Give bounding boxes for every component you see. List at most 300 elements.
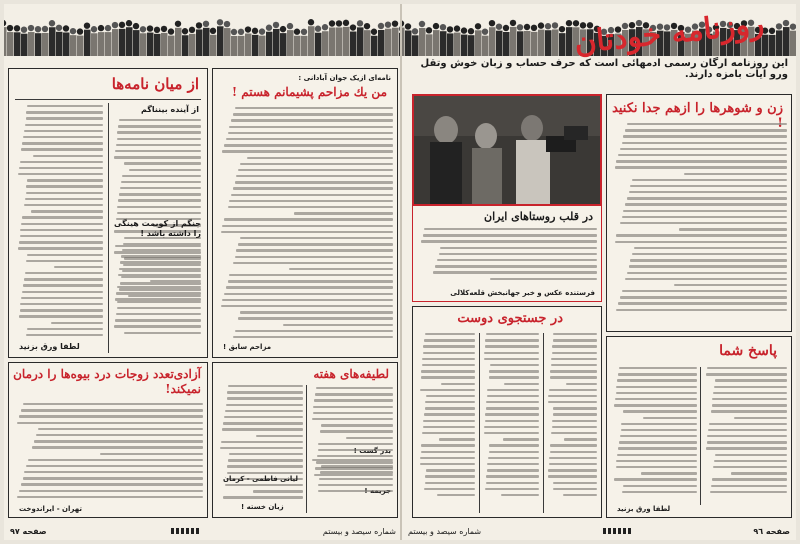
crowd-figure-head bbox=[461, 27, 467, 33]
text-line bbox=[711, 410, 787, 412]
column-rule bbox=[543, 333, 544, 513]
crowd-figure-head bbox=[783, 20, 789, 26]
text-line bbox=[622, 491, 697, 493]
text-line bbox=[24, 204, 103, 206]
crowd-figure-head bbox=[21, 26, 27, 32]
text-line bbox=[24, 471, 203, 473]
text-line bbox=[421, 240, 597, 242]
text-line bbox=[38, 428, 203, 430]
text-line bbox=[233, 187, 393, 189]
text-line bbox=[484, 432, 539, 434]
text-line bbox=[294, 212, 393, 214]
text-line bbox=[549, 457, 597, 459]
text-line bbox=[19, 241, 103, 243]
crowd-figure-head bbox=[119, 22, 125, 28]
text-line bbox=[229, 200, 393, 202]
text-line bbox=[614, 478, 697, 480]
text-line bbox=[118, 125, 201, 127]
text-line bbox=[420, 463, 475, 465]
text-line bbox=[553, 413, 598, 415]
text-line bbox=[550, 370, 597, 372]
crowd-figure-head bbox=[350, 24, 356, 30]
crowd-figure-body bbox=[301, 36, 308, 56]
crowd-figure-body bbox=[14, 32, 21, 56]
text-line bbox=[566, 383, 598, 385]
crowd-figure-head bbox=[405, 23, 411, 29]
crowd-figure-head bbox=[343, 20, 349, 26]
text-line bbox=[617, 454, 697, 456]
crowd-figure-head bbox=[224, 21, 230, 27]
crowd-figure-body bbox=[315, 33, 322, 56]
left-page-footer bbox=[10, 522, 396, 540]
text-line bbox=[18, 173, 103, 175]
crowd-figure-body bbox=[112, 29, 119, 56]
text-line bbox=[615, 398, 697, 400]
text-line bbox=[229, 126, 393, 128]
text-line bbox=[620, 296, 787, 298]
letters-box bbox=[8, 68, 208, 358]
text-line bbox=[20, 303, 103, 305]
crowd-figure-head bbox=[287, 23, 293, 29]
crowd-figure-body bbox=[77, 36, 84, 56]
crowd-figure-head bbox=[35, 26, 41, 32]
text-line bbox=[551, 432, 597, 434]
text-line bbox=[425, 407, 475, 409]
text-line bbox=[553, 333, 597, 335]
text-line bbox=[221, 441, 303, 443]
text-line bbox=[487, 395, 539, 397]
text-line bbox=[224, 293, 393, 295]
text-line bbox=[240, 237, 393, 239]
text-line bbox=[128, 295, 201, 297]
text-line bbox=[618, 154, 787, 156]
crowd-figure-head bbox=[7, 25, 13, 31]
text-line bbox=[314, 399, 393, 401]
crowd-figure-body bbox=[454, 33, 461, 56]
crowd-figure-body bbox=[21, 34, 28, 56]
answer-col-b bbox=[705, 367, 787, 493]
crowd-figure-body bbox=[4, 27, 7, 56]
text-line bbox=[120, 282, 201, 284]
crowd-figure-body bbox=[405, 30, 412, 56]
text-line bbox=[622, 290, 787, 292]
text-line bbox=[714, 460, 787, 462]
text-line bbox=[238, 169, 393, 171]
text-line bbox=[548, 469, 597, 471]
text-line bbox=[709, 423, 787, 425]
text-line bbox=[423, 420, 475, 422]
crowd-figure-head bbox=[294, 29, 300, 35]
text-line bbox=[223, 496, 303, 498]
text-line bbox=[426, 469, 475, 471]
letters-col-c bbox=[113, 245, 201, 334]
text-line bbox=[226, 286, 393, 288]
text-line bbox=[227, 472, 303, 474]
text-line bbox=[221, 305, 393, 307]
crowd-figure-body bbox=[559, 33, 566, 56]
text-line bbox=[490, 364, 539, 366]
text-line bbox=[549, 389, 598, 391]
crowd-figure-head bbox=[545, 23, 551, 29]
text-line bbox=[235, 256, 393, 258]
letters-sub-1: از آینده بینناگم bbox=[140, 105, 199, 114]
text-line bbox=[641, 472, 697, 474]
left-page bbox=[4, 4, 400, 540]
crowd-figure-head bbox=[105, 25, 111, 31]
right-page bbox=[402, 4, 796, 540]
crowd-figure-head bbox=[4, 20, 6, 26]
text-line bbox=[549, 463, 598, 465]
crowd-figure-body bbox=[266, 32, 273, 56]
text-line bbox=[433, 271, 597, 273]
crowd-figure-head bbox=[559, 26, 565, 32]
text-line bbox=[731, 472, 787, 474]
text-line bbox=[124, 332, 201, 334]
text-line bbox=[551, 364, 598, 366]
crowd-figure-body bbox=[783, 27, 790, 56]
text-line bbox=[711, 485, 787, 487]
crowd-figure-body bbox=[119, 29, 126, 56]
crowd-figure-body bbox=[210, 35, 217, 56]
text-line bbox=[643, 417, 697, 419]
text-line bbox=[117, 301, 201, 303]
text-line bbox=[552, 426, 598, 428]
right-page-footer bbox=[408, 522, 790, 540]
text-line bbox=[616, 466, 697, 468]
text-line bbox=[228, 206, 393, 208]
crowd-figure-head bbox=[336, 20, 342, 26]
text-line bbox=[616, 160, 787, 162]
text-line bbox=[247, 157, 393, 159]
text-line bbox=[485, 420, 539, 422]
text-line bbox=[118, 199, 201, 201]
text-line bbox=[627, 123, 787, 125]
text-line bbox=[707, 441, 787, 443]
text-line bbox=[315, 393, 393, 395]
text-line bbox=[31, 210, 103, 212]
text-line bbox=[222, 299, 393, 301]
text-line bbox=[228, 385, 303, 387]
crowd-figure-body bbox=[357, 27, 364, 56]
text-line bbox=[20, 309, 103, 311]
text-line bbox=[228, 132, 393, 134]
letters-sub-2: جنگم از کوبمت هینگی را داشته باشد ! bbox=[114, 219, 201, 238]
text-line bbox=[420, 457, 475, 459]
text-line bbox=[26, 260, 103, 262]
photo-caption-footer: فرستنده عکس و خبر جهانبخش قلعه‌کلالی bbox=[450, 289, 595, 297]
text-line bbox=[734, 417, 787, 419]
text-line bbox=[425, 475, 475, 477]
page-number: صفحه ٩٦ bbox=[753, 526, 790, 536]
crowd-figure-body bbox=[364, 30, 371, 56]
text-line bbox=[618, 302, 787, 304]
text-line bbox=[615, 166, 787, 168]
text-line bbox=[714, 386, 787, 388]
text-line bbox=[23, 284, 103, 286]
crowd-figure-body bbox=[273, 29, 280, 56]
text-line bbox=[26, 111, 103, 113]
text-line bbox=[501, 494, 539, 496]
crowd-figure-body bbox=[224, 28, 231, 56]
crowd-figure-body bbox=[280, 33, 287, 56]
crowd-figure-body bbox=[7, 32, 14, 56]
text-line bbox=[548, 395, 597, 397]
crowd-figure-body bbox=[259, 36, 266, 56]
crowd-figure-head bbox=[419, 21, 425, 27]
crowd-figure-head bbox=[147, 25, 153, 31]
text-line bbox=[425, 401, 475, 403]
text-line bbox=[421, 370, 475, 372]
text-line bbox=[552, 345, 597, 347]
text-line bbox=[21, 409, 203, 411]
text-line bbox=[435, 265, 597, 267]
crowd-figure-head bbox=[412, 28, 418, 34]
crowd-figure-body bbox=[426, 34, 433, 56]
text-line bbox=[224, 144, 393, 146]
text-line bbox=[320, 471, 393, 473]
photo-caption-body bbox=[419, 228, 597, 280]
crowd-figure-body bbox=[28, 32, 35, 56]
crowd-figure-head bbox=[266, 25, 272, 31]
crowd-figure-head bbox=[84, 22, 90, 28]
village-photo-image bbox=[414, 96, 600, 204]
crowd-figure-body bbox=[147, 33, 154, 56]
text-line bbox=[19, 415, 203, 417]
text-line bbox=[228, 459, 303, 461]
text-line bbox=[630, 259, 787, 261]
crowd-figure-body bbox=[419, 28, 426, 56]
crowd-figure-body bbox=[252, 35, 259, 56]
text-line bbox=[712, 398, 787, 400]
text-line bbox=[21, 148, 103, 150]
page-number: صفحه ٩٧ bbox=[10, 526, 47, 536]
text-line bbox=[20, 161, 103, 163]
text-line bbox=[114, 251, 201, 253]
text-line bbox=[616, 392, 697, 394]
crowd-figure-body bbox=[329, 28, 336, 56]
crowd-figure-body bbox=[433, 30, 440, 56]
text-line bbox=[715, 379, 787, 381]
text-line bbox=[27, 105, 103, 107]
text-line bbox=[224, 416, 303, 418]
crowd-figure-head bbox=[259, 28, 265, 34]
crowd-figure-body bbox=[49, 27, 56, 56]
text-line bbox=[18, 247, 103, 249]
text-line bbox=[346, 437, 393, 439]
crowd-figure-head bbox=[552, 22, 558, 28]
crowd-figure-head bbox=[42, 26, 48, 32]
text-line bbox=[623, 485, 697, 487]
text-line bbox=[623, 135, 787, 137]
text-line bbox=[424, 488, 475, 490]
text-line bbox=[616, 460, 697, 462]
letters-header-rule bbox=[15, 99, 201, 100]
crowd-figure-body bbox=[496, 31, 503, 56]
crowd-figure-head bbox=[433, 23, 439, 29]
column-rule bbox=[700, 367, 701, 505]
text-line bbox=[426, 395, 475, 397]
text-line bbox=[712, 478, 787, 480]
text-line bbox=[23, 136, 103, 138]
text-line bbox=[253, 490, 303, 492]
crowd-figure-body bbox=[482, 36, 489, 56]
text-line bbox=[553, 339, 598, 341]
text-line bbox=[289, 268, 393, 270]
crowd-figure-head bbox=[489, 20, 495, 26]
crowd-figure-head bbox=[503, 25, 509, 31]
text-line bbox=[225, 410, 303, 412]
text-line bbox=[283, 324, 393, 326]
text-line bbox=[100, 453, 203, 455]
text-line bbox=[629, 265, 787, 267]
text-line bbox=[421, 451, 475, 453]
text-line bbox=[420, 389, 475, 391]
text-line bbox=[487, 463, 539, 465]
crowd-figure-body bbox=[412, 35, 419, 56]
crowd-figure-body bbox=[776, 30, 783, 56]
text-line bbox=[423, 426, 475, 428]
crowd-figure-head bbox=[482, 28, 488, 34]
text-line bbox=[117, 307, 201, 309]
crowd-figure-body bbox=[531, 32, 538, 56]
text-line bbox=[124, 162, 201, 164]
crowd-figure-body bbox=[461, 35, 468, 56]
crowd-figure-body bbox=[308, 26, 315, 56]
text-line bbox=[24, 278, 103, 280]
answer-sign: لطفا ورق بزنید bbox=[617, 505, 671, 513]
text-line bbox=[618, 447, 697, 449]
text-line bbox=[489, 451, 539, 453]
text-line bbox=[33, 155, 103, 157]
text-line bbox=[312, 459, 393, 461]
text-line bbox=[423, 352, 475, 354]
text-line bbox=[222, 150, 393, 152]
crowd-figure-body bbox=[189, 34, 196, 56]
text-line bbox=[116, 144, 201, 146]
crowd-figure-body bbox=[552, 29, 559, 56]
crowd-figure-head bbox=[392, 20, 398, 26]
answer-col-a bbox=[613, 367, 697, 493]
crowd-figure-body bbox=[231, 36, 238, 56]
text-line bbox=[23, 477, 203, 479]
text-line bbox=[321, 424, 393, 426]
crowd-figure-body bbox=[545, 30, 552, 56]
friends-header: در جستجوی دوست bbox=[457, 311, 563, 326]
text-line bbox=[489, 376, 539, 378]
text-line bbox=[229, 274, 393, 276]
text-line bbox=[19, 167, 103, 169]
text-line bbox=[487, 389, 539, 391]
crowd-figure-head bbox=[273, 22, 279, 28]
text-line bbox=[21, 223, 103, 225]
text-line bbox=[630, 185, 787, 187]
magazine-logo-stamp bbox=[603, 528, 631, 534]
text-line bbox=[117, 206, 201, 208]
text-line bbox=[425, 333, 475, 335]
text-line bbox=[715, 454, 787, 456]
text-line bbox=[484, 426, 539, 428]
text-line bbox=[706, 373, 787, 375]
issue-number: شماره سیصد و بیستم bbox=[322, 526, 396, 536]
answer-box bbox=[606, 336, 792, 518]
answer-header: پاسخ شما bbox=[719, 343, 777, 359]
crowd-figure-body bbox=[489, 27, 496, 56]
text-line bbox=[615, 241, 787, 243]
crowd-figure-body bbox=[385, 29, 392, 56]
text-line bbox=[707, 435, 787, 437]
friends-box bbox=[412, 306, 602, 518]
text-line bbox=[674, 284, 787, 286]
crowd-figure-body bbox=[140, 33, 147, 56]
crowd-figure-head bbox=[517, 24, 523, 30]
text-line bbox=[485, 339, 539, 341]
text-line bbox=[625, 203, 787, 205]
text-line bbox=[421, 444, 475, 446]
text-line bbox=[619, 367, 697, 369]
text-line bbox=[240, 163, 393, 165]
text-line bbox=[117, 212, 201, 214]
crowd-figure-head bbox=[161, 26, 167, 32]
crowd-figure-head bbox=[378, 23, 384, 29]
photo-caption-box bbox=[412, 206, 602, 302]
crowd-figure-body bbox=[70, 35, 77, 56]
text-line bbox=[17, 422, 203, 424]
text-line bbox=[19, 315, 103, 317]
text-line bbox=[437, 259, 597, 261]
text-line bbox=[229, 453, 303, 455]
text-line bbox=[616, 234, 787, 236]
text-line bbox=[21, 483, 203, 485]
crowd-figure-head bbox=[531, 25, 537, 31]
text-line bbox=[439, 438, 475, 440]
crowd-figure-body bbox=[35, 33, 42, 56]
crowd-figure-head bbox=[371, 29, 377, 35]
text-line bbox=[28, 459, 203, 461]
crowd-figure-head bbox=[196, 22, 202, 28]
crowd-figure-body bbox=[524, 31, 531, 56]
village-photo bbox=[412, 94, 602, 206]
text-line bbox=[116, 313, 201, 315]
text-line bbox=[490, 278, 597, 280]
jokes-col-c bbox=[311, 459, 393, 492]
crowd-figure-head bbox=[28, 25, 34, 31]
text-line bbox=[20, 235, 103, 237]
column-rule bbox=[479, 333, 480, 513]
text-line bbox=[707, 367, 787, 369]
text-line bbox=[486, 475, 539, 477]
crowd-figure-body bbox=[133, 30, 140, 56]
crowd-figure-body bbox=[182, 35, 189, 56]
text-line bbox=[233, 113, 393, 115]
crowd-figure-body bbox=[203, 28, 210, 56]
crowd-figure-head bbox=[357, 20, 363, 26]
text-line bbox=[625, 129, 787, 131]
text-line bbox=[224, 218, 393, 220]
text-line bbox=[115, 245, 201, 247]
crowd-figure-body bbox=[63, 32, 70, 56]
text-line bbox=[616, 386, 697, 388]
crowd-figure-body bbox=[447, 33, 454, 56]
text-line bbox=[422, 432, 475, 434]
crowd-figure-head bbox=[322, 24, 328, 30]
crowd-figure-body bbox=[517, 31, 524, 56]
husbands-header: زن و شوهرها را ازهم جدا نکنید bbox=[612, 101, 783, 116]
text-line bbox=[32, 446, 203, 448]
text-line bbox=[228, 280, 393, 282]
text-line bbox=[227, 397, 303, 399]
text-line bbox=[119, 288, 201, 290]
crowd-figure-body bbox=[350, 32, 357, 56]
